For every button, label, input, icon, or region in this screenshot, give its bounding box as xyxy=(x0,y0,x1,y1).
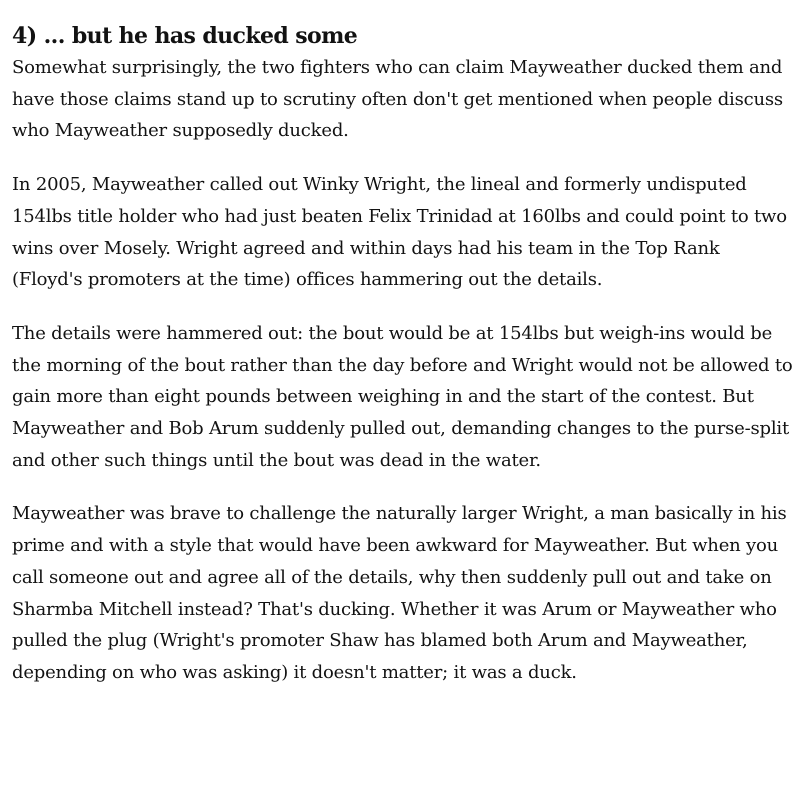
section-heading: 4) ... but he has ducked some xyxy=(12,23,358,49)
article-paragraph-2: In 2005, Mayweather called out Winky Wright, the lineal and formerly undisputed 154lbs title holder who had just beaten Felix Trinidad at 160lbs and could point to two wins over Mosely. Wright agreed and within days had his team in the Top Rank (Floyd's promoters at the time) offices hammering out the details. xyxy=(12,174,787,291)
article-paragraph-3: The details were hammered out: the bout would be at 154lbs but weigh-ins would be the morning of the bout rather than the day before and Wright would not be allowed to gain more than eight pounds between weighing in and the start of the contest. But Mayweather and Bob Arum suddenly pulled out, demanding changes to the purse-split and other such things until the bout was dead in the water. xyxy=(12,322,793,471)
article-paragraph-4: Mayweather was brave to challenge the naturally larger Wright, a man basically in his prime and with a style that would have been awkward for Mayweather. But when you call someone out and agree all of the details, why then suddenly pull out and take on Sharmba Mitchell instead? That's ducking. Whether it was Arum or Mayweather who pulled the plug (Wright's promoter Shaw has blamed both Arum and Mayweather, depending on who was asking) it doesn't matter; it was a duck. xyxy=(12,503,787,683)
article-paragraph-1: Somewhat surprisingly, the two fighters who can claim Mayweather ducked them and have those claims stand up to scrutiny often don't get mentioned when people discuss who Mayweather supposedly ducked. xyxy=(12,57,783,142)
